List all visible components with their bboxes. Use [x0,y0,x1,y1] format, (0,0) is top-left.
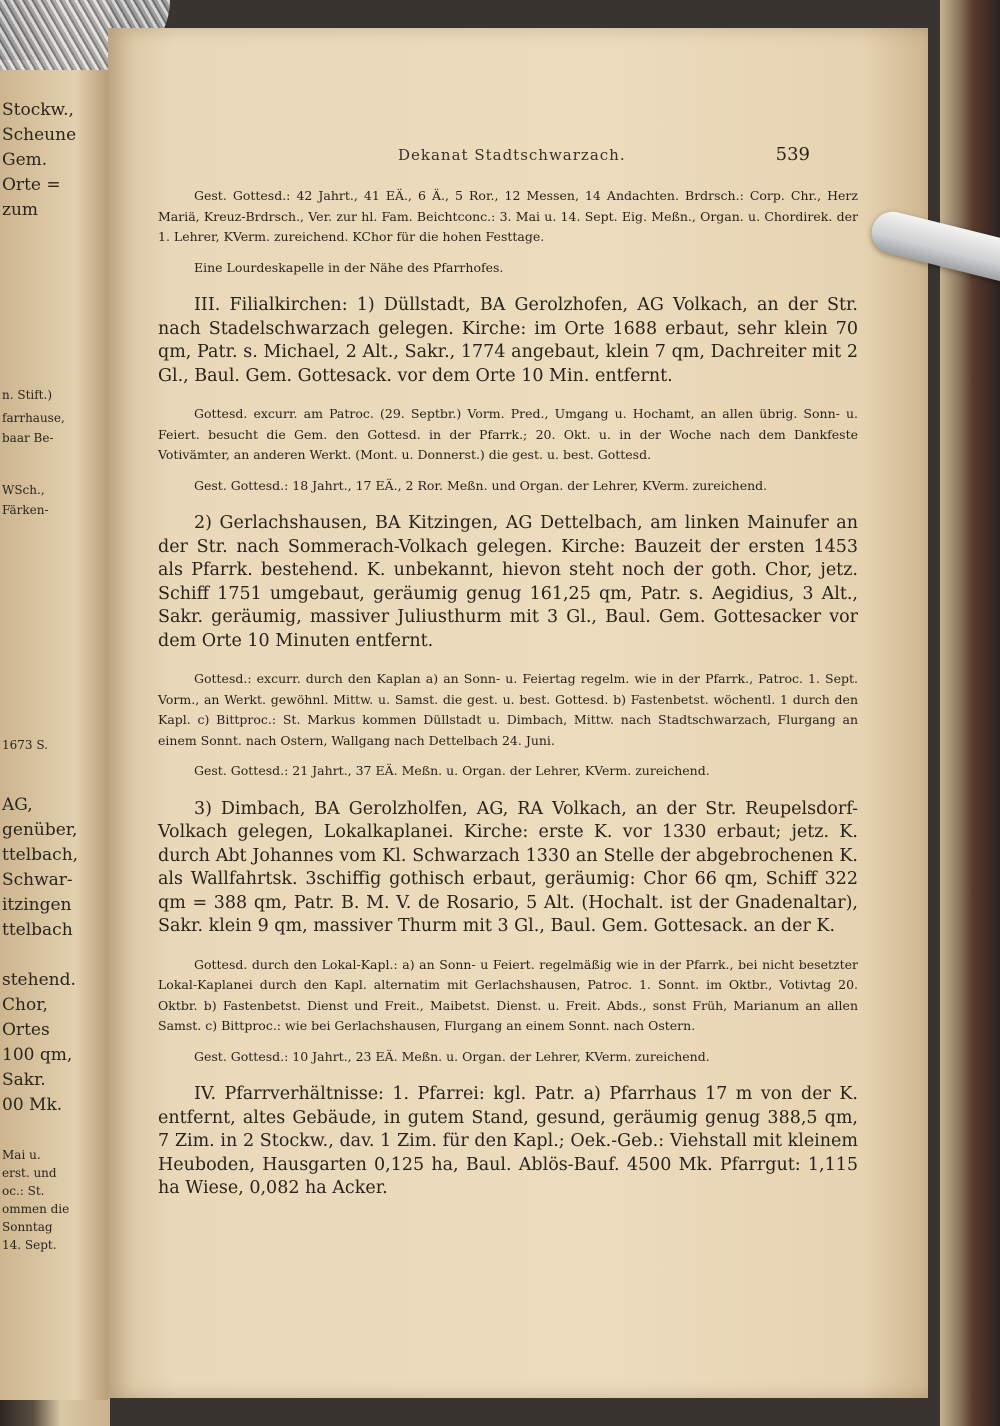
left-page-fragment: Schwar- [2,870,73,890]
left-page-fragment: Scheune [2,125,77,145]
paragraph: 2) Gerlachshausen, BA Kitzingen, AG Dettelbach, am linken Mainufer an der Str. nach Sommerach-Volkach gelegen. Kirche: Bauzeit der ersten 1453 als Pfarrk. bestehend. K. unbekannt, hievon steht noch der goth. Chor, jetz. Schiff 1751 umgebaut, geräumig genug 161,25 qm, Patr. s. Aegidius, 3 Alt., Sakr. geräumig, massiver Juliusthurm mit 3 Gl., Baul. Gem. Gottesacker vor dem Orte 10 Minuten entfernt. [158,513,858,651]
paragraph: IV. Pfarrverhältnisse: 1. Pfarrei: kgl. Patr. a) Pfarrhaus 17 m von der K. entfernt, altes Gebäude, in gutem Stand, gesund, geräumig genug 388,5 qm, 7 Zim. in 2 Stockw., dav. 1 Zim. für den Kapl.; Oek.-Geb.: Viehstall mit kleinem Heuboden, Hausgarten 0,125 ha, Baul. Ablös-Bauf. 4500 Mk. Pfarrgut: 1,115 ha Wiese, 0,082 ha Acker. [158,1084,858,1198]
left-page-fragment: 100 qm, [2,1045,73,1065]
left-page-fragment: 14. Sept. [2,1238,57,1252]
left-page-fragment: erst. und [2,1166,57,1180]
left-page-fragment: farrhause, [2,411,65,425]
left-page-fragment: 1673 S. [2,738,48,752]
paragraph: Gest. Gottesd.: 21 Jahrt., 37 EÄ. Meßn. u. Organ. der Lehrer, KVerm. zureichend. [194,763,710,778]
left-page-fragment: ttelbach, [2,845,79,865]
left-page-fragment: n. Stift.) [2,388,52,402]
left-page-fragment: oc.: St. [2,1184,45,1198]
paragraph: Eine Lourdeskapelle in der Nähe des Pfarrhofes. [194,259,504,275]
paragraph: Gest. Gottesd.: 10 Jahrt., 23 EÄ. Meßn. u. Organ. der Lehrer, KVerm. zureichend. [194,1048,710,1064]
left-page-fragment: Mai u. [2,1148,41,1162]
left-page-fragment: ttelbach [2,920,73,940]
left-page-fragment: ommen die [2,1202,70,1216]
left-page-fragment: Färken- [2,503,49,517]
left-page-fragment: Gem. [2,150,48,170]
paragraph: Gest. Gottesd.: 42 Jahrt., 41 EÄ., 6 Ä., 5 Ror., 12 Messen, 14 Andachten. Brdrsch.: Corp. Chr., Herz Mariä, Kreuz-Brdrsch., Ver. zur hl. Fam. Beichtconc.: 3. Mai u. 14. Sept. Eig. Meßn., Organ. u. Chordirek. der 1. Lehrer, KVerm. zureichend. KChor für die hohen Festtage. [158,188,858,244]
paragraph: Gest. Gottesd.: 18 Jahrt., 17 EÄ., 2 Ror. Meßn. und Organ. der Lehrer, KVerm. zureichend. [194,477,768,493]
left-page-fragment: Sonntag [2,1220,53,1234]
left-page-fragment: 00 Mk. [2,1095,63,1115]
left-page-fragment: Orte = [2,175,61,195]
left-page-fragment: Chor, [2,995,48,1015]
page-body [158,186,858,1201]
left-page-fragment: Stockw., [2,100,74,120]
paragraph: Gottesd. durch den Lokal-Kapl.: a) an Sonn- u Feiert. regelmäßig wie in der Pfarrk., bei nicht besetzter Lokal-Kaplanei durch den Kapl. alternatim mit Gerlachshausen, Patroc. 1. Sonnt. im Oktbr., Votivtag 20. Oktbr. b) Fastenbetst. Dienst und Freit., Maibetst. Dienst. u. Freit. Abds., sonst Früh, Marianum an allen Samst. c) Bittproc.: wie bei Gerlachshausen, Flurgang an einem Sonnt. nach Ostern. [158,956,858,1033]
paragraph: Gottesd.: excurr. durch den Kaplan a) an Sonn- u. Feiertag regelm. wie in der Pfarrk., Patroc. 1. Sept. Vorm., an Werkt. gewöhnl. Mittw. u. Samst. die gest. u. best. Gottesd. b) Fastenbetst. wöchentl. 1 durch den Kapl. c) Bittproc.: St. Markus kommen Düllstadt u. Dimbach, Mittw. nach Stadtschwarzach, Flurgang an einem Sonnt. nach Ostern, Wallgang nach Dettelbach 24. Juni. [158,671,858,748]
left-page-fragment: itzingen [2,895,72,915]
left-page-fragment: genüber, [2,820,78,840]
book-page [108,28,928,1398]
left-page-fragment: WSch., [2,483,45,497]
page-number: 539 [775,144,810,165]
paragraph: 3) Dimbach, BA Gerolzholfen, AG, RA Volkach, an der Str. Reupelsdorf-Volkach gelegen, Lokalkaplanei. Kirche: erste K. vor 1330 erbaut; jetz. K. durch Abt Johannes vom Kl. Schwarzach 1330 an Stelle der abgebrochenen K. als Wallfahrtsk. 3schiffig gothisch erbaut, geräumig: Chor 66 qm, Schiff 322 qm = 388 qm, Patr. B. M. V. de Rosario, 5 Alt. (Hochalt. ist der Gnadenaltar), Sakr. klein 9 qm, massiver Thurm mit 3 Gl., Baul. Gem. Gottesack. an der K. [158,798,858,936]
paragraph: III. Filialkirchen: 1) Düllstadt, BA Gerolzhofen, AG Volkach, an der Str. nach Stadelschwarzach gelegen. Kirche: im Orte 1688 erbaut, sehr klein 70 qm, Patr. s. Michael, 2 Alt., Sakr., 1774 angebaut, klein 7 qm, Dachreiter mit 2 Gl., Baul. Gem. Gottesack. vor dem Orte 10 Min. entfernt. [158,295,858,386]
page-header [108,146,928,170]
left-page-fragment: AG, [2,795,33,815]
paragraph: Gottesd. excurr. am Patroc. (29. Septbr.) Vorm. Pred., Umgang u. Hochamt, an allen übrig. Sonn- u. Feiert. besucht die Gem. den Gottesd. in der Pfarrk.; 20. Okt. u. in der Woche nach dem Dankfeste Votivämter, an anderen Werkt. (Mont. u. Donnerst.) die gest. u. best. Gottesd. [158,406,858,462]
left-page-fragment: Sakr. [2,1070,46,1090]
running-title: Dekanat Stadtschwarzach. [398,146,626,164]
left-page-fragment: stehend. [2,970,76,990]
left-page-edge [0,60,108,1400]
left-page-fragment: zum [2,200,39,220]
left-page-fragment: Ortes [2,1020,50,1040]
left-page-fragment: baar Be- [2,431,54,445]
book-edge-right [940,0,1000,1426]
